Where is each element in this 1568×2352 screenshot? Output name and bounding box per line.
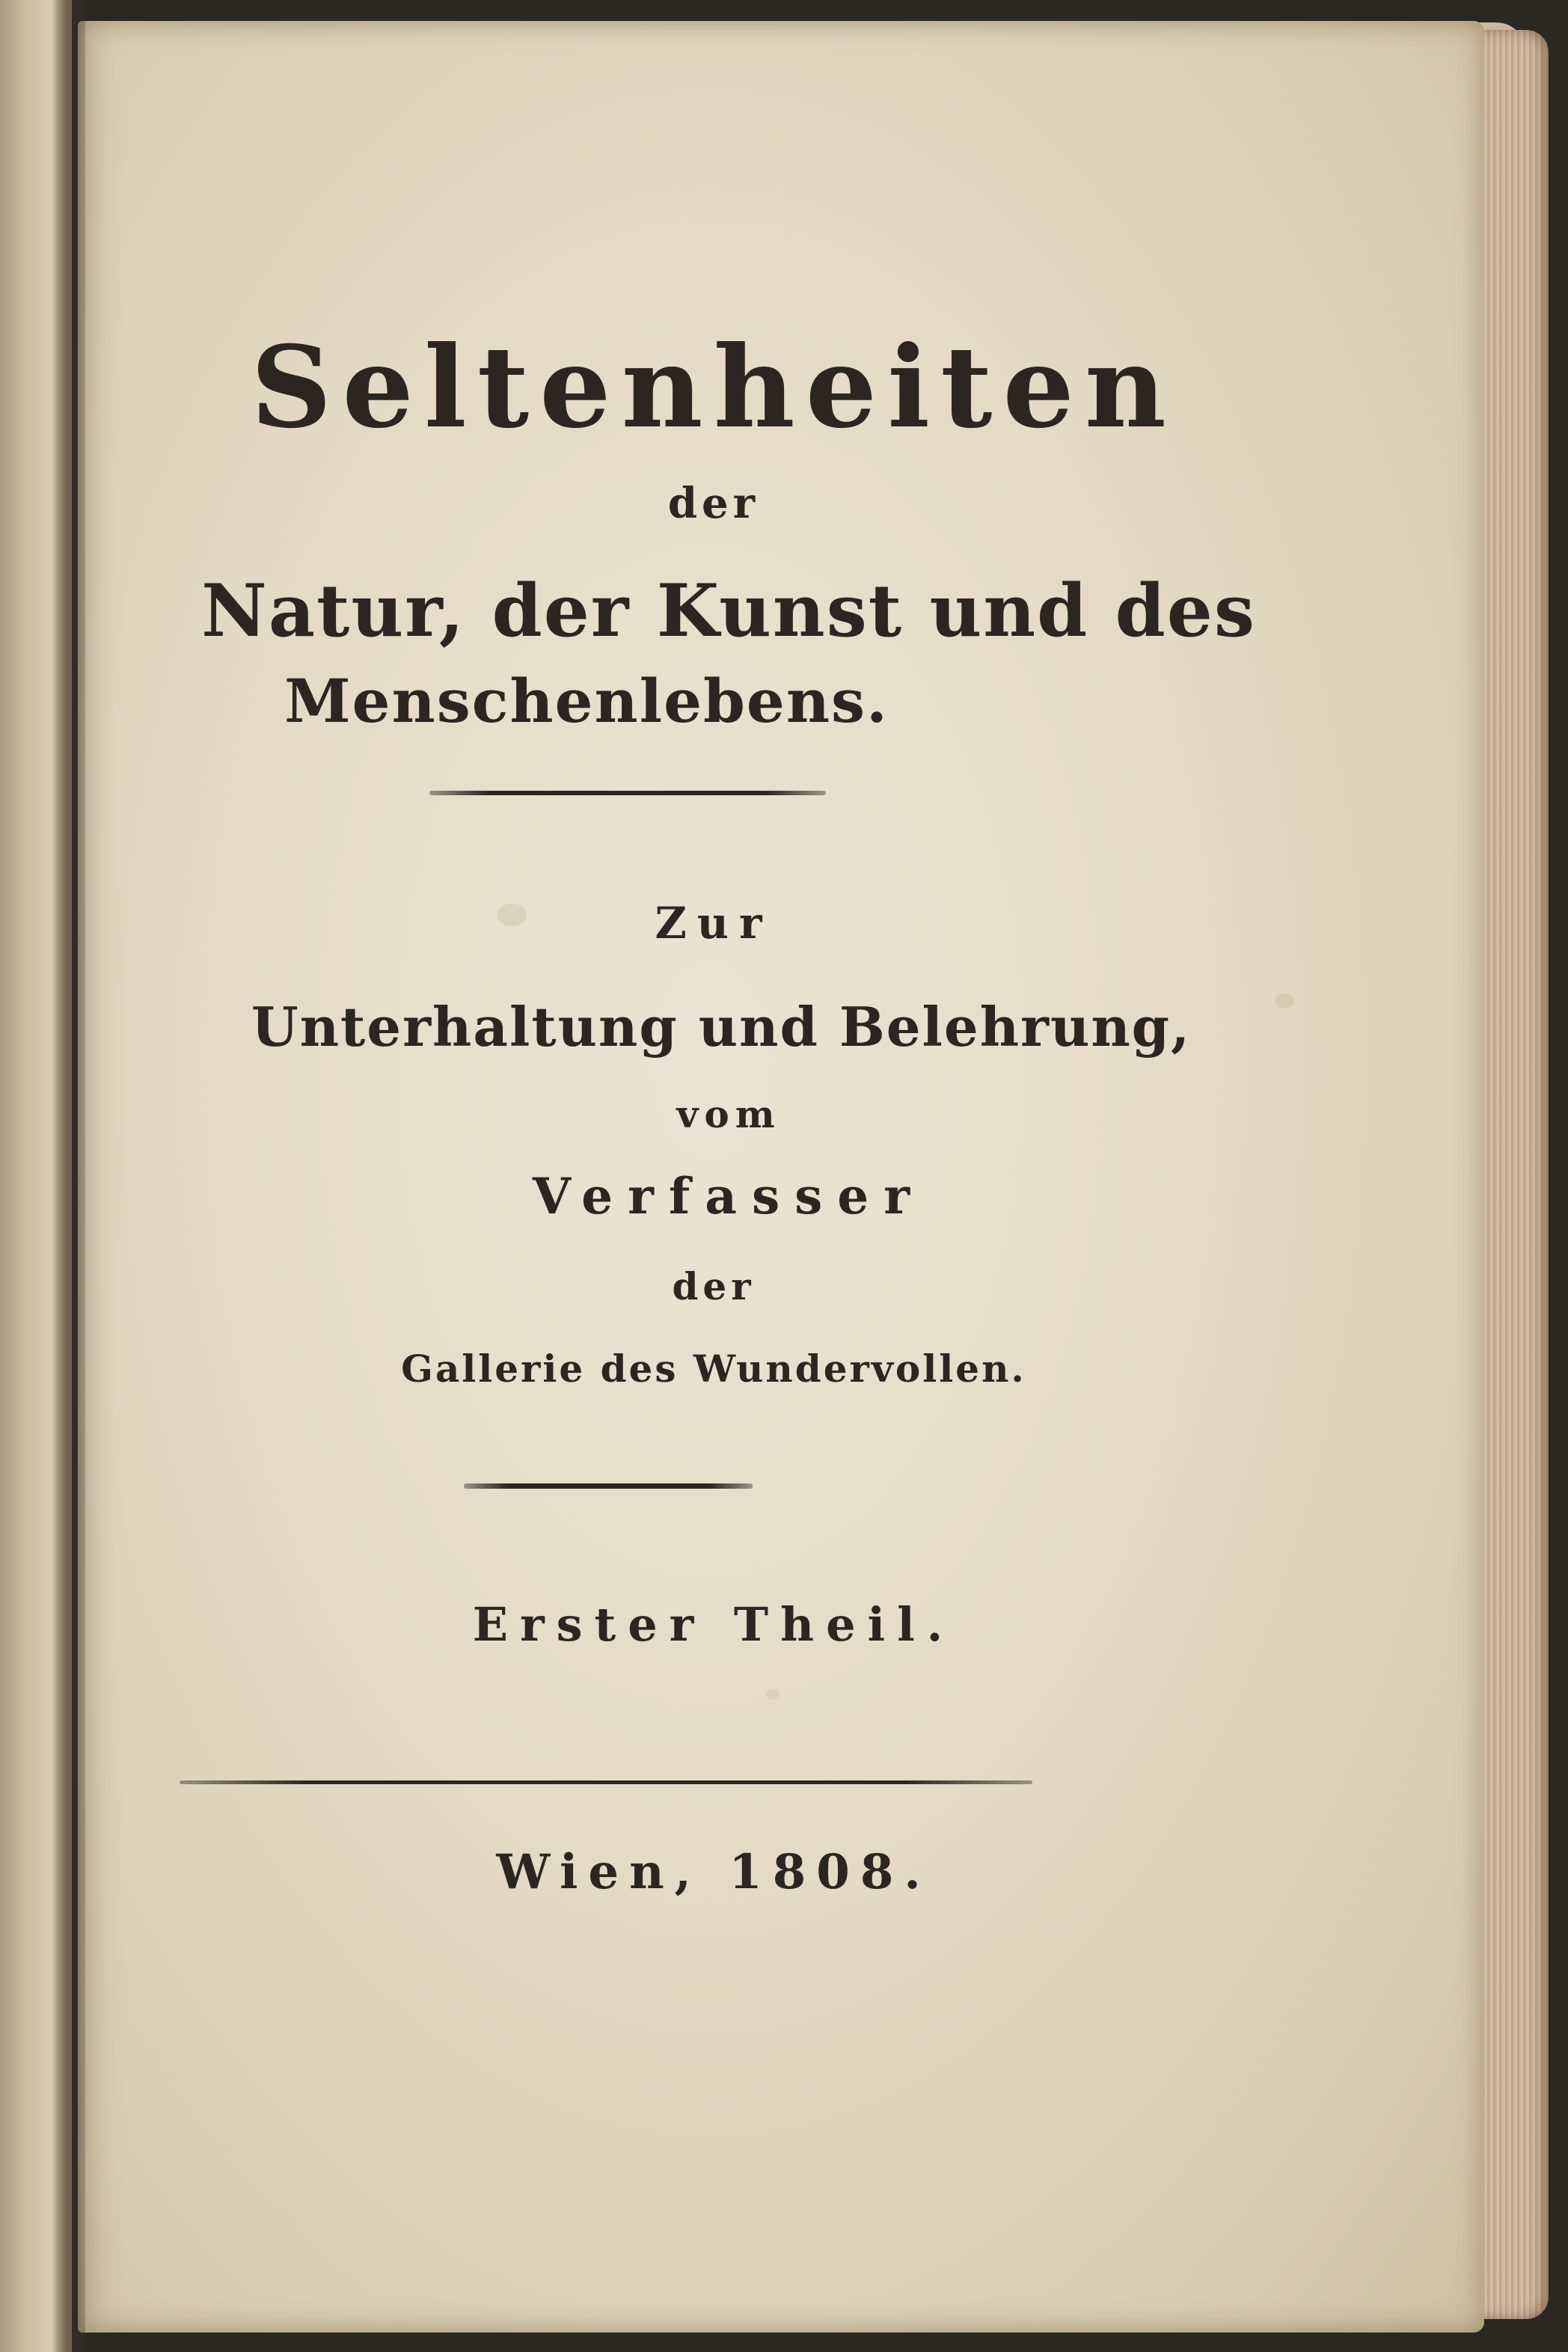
author-line-vom: vom <box>676 1092 781 1136</box>
author-previous-work: Gallerie des Wundervollen. <box>401 1347 1026 1391</box>
volume-label: Erster Theil. <box>472 1597 955 1652</box>
book-title: Seltenheiten <box>251 322 1177 453</box>
decorative-rule-middle <box>464 1483 753 1489</box>
subtitle-line-1: Natur, der Kunst und des <box>201 569 1256 653</box>
title-page-text <box>78 0 1484 2352</box>
subtitle-line-2: Menschenlebens. <box>284 666 889 736</box>
decorative-rule-top <box>429 791 826 795</box>
purpose-line-unterhaltung: Unterhaltung und Belehrung, <box>251 995 1192 1059</box>
purpose-line-zur: Zur <box>655 898 773 949</box>
author-line-der: der <box>672 1264 756 1308</box>
imprint-place-year: Wien, 1808. <box>496 1844 931 1900</box>
author-line-verfasser: Verfasser <box>532 1167 925 1225</box>
title-connector-der: der <box>667 479 760 528</box>
decorative-rule-bottom <box>180 1780 1032 1784</box>
